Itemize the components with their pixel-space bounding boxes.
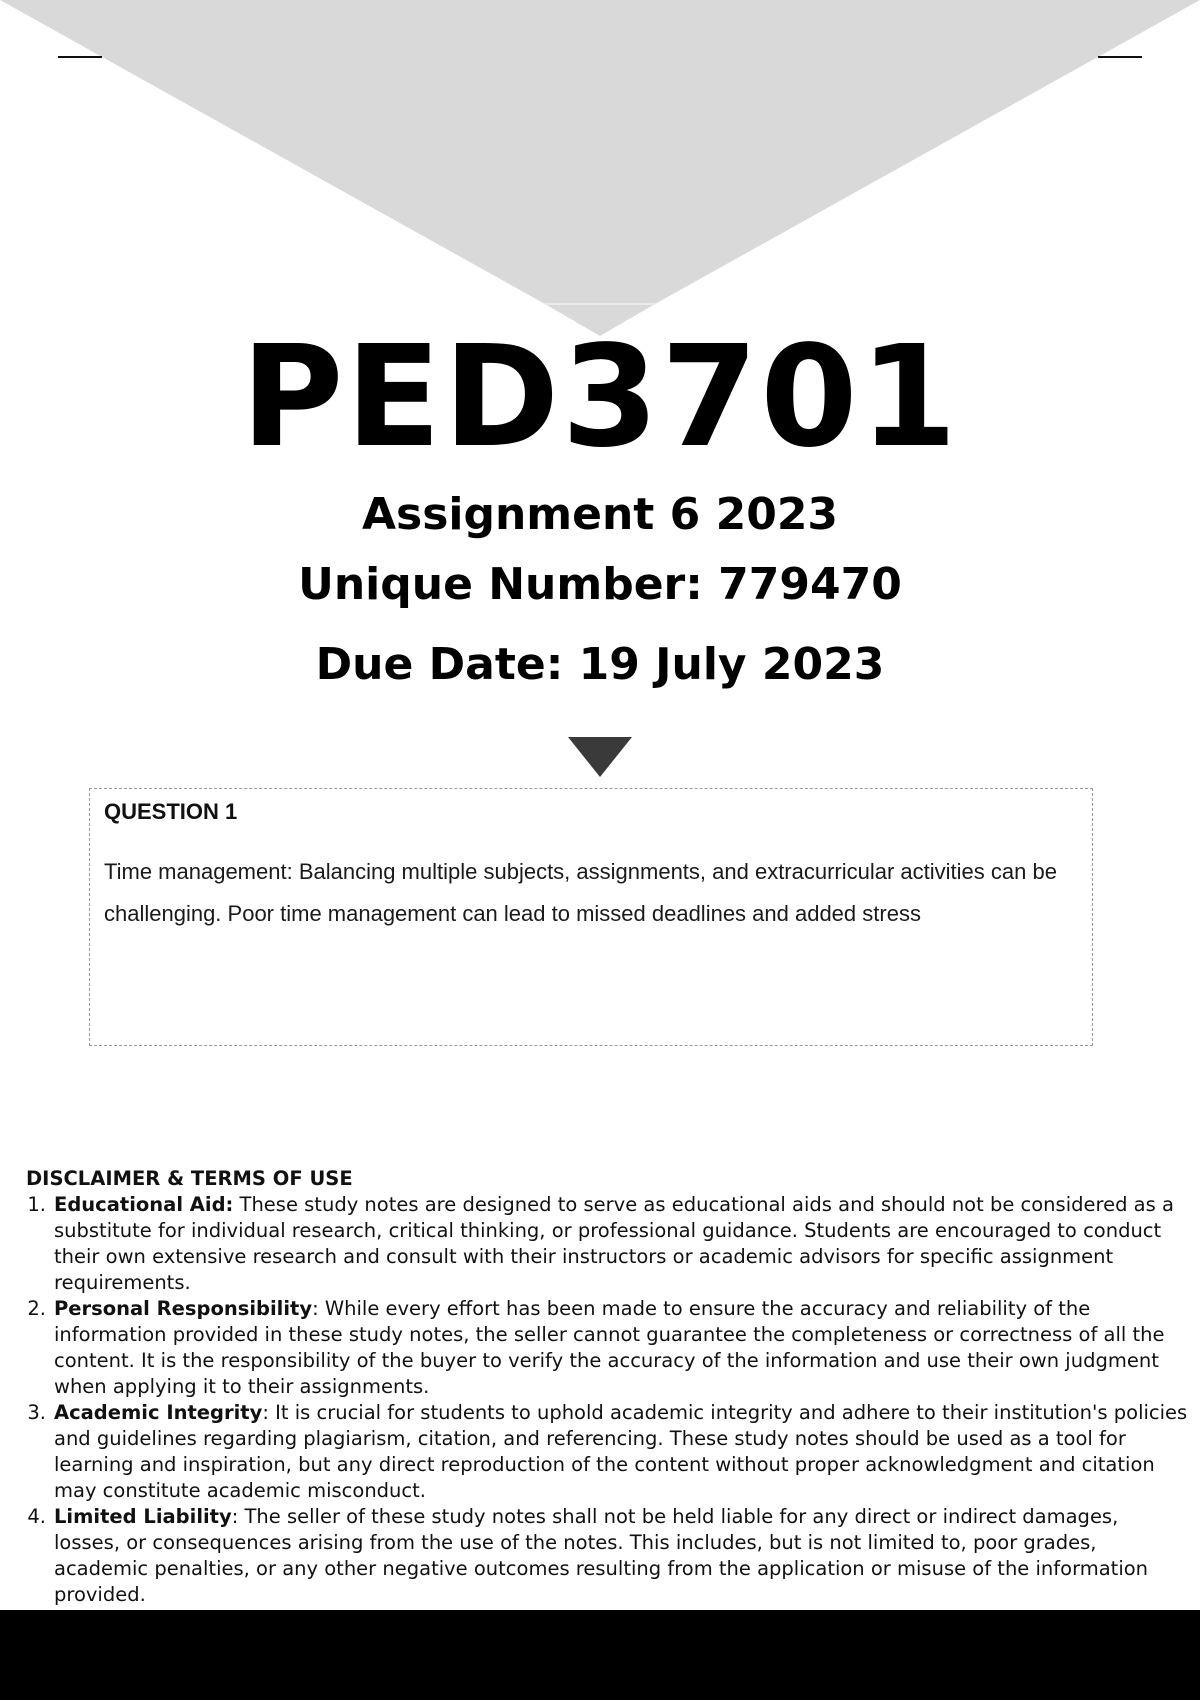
term-label: Personal Responsibility: [54, 1297, 313, 1320]
question-box: [89, 788, 1093, 1046]
term-item-limited-liability: [16, 1504, 1188, 1608]
disclaimer-title: DISCLAIMER & TERMS OF USE: [26, 1167, 353, 1190]
unique-number: Unique Number: 779470: [298, 559, 902, 610]
term-item-personal-responsibility: [16, 1296, 1188, 1400]
term-text: These study notes are designed to serve as educational aids and should not be considered as a substitute for individual research, critical thinking, or professional guidance. Students are encouraged to conduct their own extensive research and consult with their instructors or academic advisors for specific assignment requirements.: [54, 1193, 1174, 1294]
down-triangle-icon: [568, 737, 632, 777]
term-label: Educational Aid:: [54, 1193, 234, 1216]
term-label: Academic Integrity: [54, 1401, 263, 1424]
term-number: 4.: [27, 1505, 46, 1528]
term-number: 3.: [27, 1401, 46, 1424]
term-text: : While every effort has been made to ensure the accuracy and reliability of the information provided in these study notes, the seller cannot guarantee the completeness or correctness of all the content. It is the responsibility of the buyer to verify the accuracy of the information and use their own judgment when applying it to their assignments.: [54, 1297, 1165, 1398]
term-label: Limited Liability: [54, 1505, 232, 1528]
terms-list: [16, 1192, 1188, 1608]
corner-rule-left: [58, 56, 102, 58]
term-item-academic-integrity: [16, 1400, 1188, 1504]
question-text: Time management: Balancing multiple subjects, assignments, and extracurricular activities can be challenging. Poor time management can lead to missed deadlines and added stress: [104, 859, 1057, 926]
term-text: : It is crucial for students to uphold academic integrity and adhere to their institution's policies and guidelines regarding plagiarism, citation, and referencing. These study notes should be used as a tool for learning and inspiration, but any direct reproduction of the content without proper acknowledgment and citation may constitute academic misconduct.: [54, 1401, 1188, 1502]
footer-bar: [0, 1610, 1200, 1700]
course-code-title: PED3701: [240, 316, 960, 479]
question-title: QUESTION 1: [104, 799, 238, 824]
term-number: 1.: [27, 1193, 46, 1216]
term-item-educational-aid: [16, 1192, 1188, 1296]
chevron-fill: [0, 0, 1200, 336]
term-number: 2.: [27, 1297, 46, 1320]
decorative-chevron-shape: [0, 0, 1200, 340]
due-date: Due Date: 19 July 2023: [315, 639, 885, 690]
assignment-heading: Assignment 6 2023: [361, 489, 839, 540]
term-text: : The seller of these study notes shall not be held liable for any direct or indirect damages, losses, or consequences arising from the use of the notes. This includes, but is not limited to, poor grades, academic penalties, or any other negative outcomes resulting from the application or misuse of the information provided.: [54, 1505, 1149, 1606]
disclaimer-section: [16, 1166, 1188, 1608]
corner-rule-right: [1098, 56, 1142, 58]
